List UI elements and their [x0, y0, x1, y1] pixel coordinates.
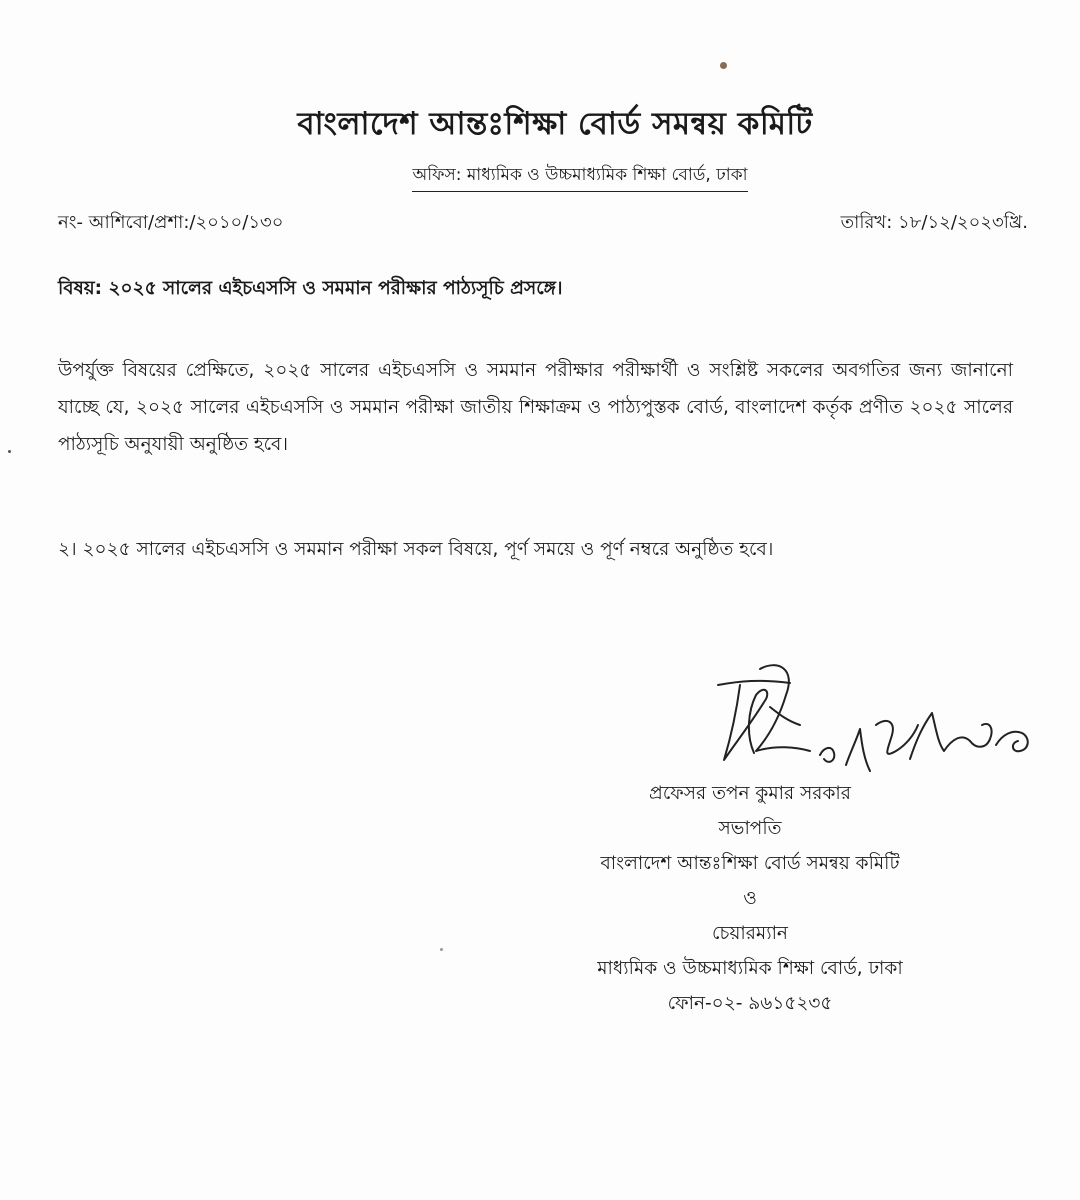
body-point-2: ২। ২০২৫ সালের এইচএসসি ও সমমান পরীক্ষা সকল বিষয়ে, পূর্ণ সময়ে ও পূর্ণ নম্বরে অনুষ্ঠিত হবে। — [58, 539, 774, 560]
memo-date: তারিখ: ১৮/১২/২০২৩খ্রি. — [840, 212, 1028, 233]
subject-line: বিষয়: ২০২৫ সালের এইচএসসি ও সমমান পরীক্ষার পাঠ্যসূচি প্রসঙ্গে। — [58, 278, 563, 299]
signatory-phone: ফোন-০২- ৯৬১৫২৩৫ — [667, 993, 833, 1014]
signatory-name: প্রফেসর তপন কুমার সরকার — [649, 783, 851, 804]
signatory-board: মাধ্যমিক ও উচ্চমাধ্যমিক শিক্ষা বোর্ড, ঢাকা — [597, 958, 903, 979]
office-address: অফিস: মাধ্যমিক ও উচ্চমাধ্যমিক শিক্ষা বোর্ড, ঢাকা — [412, 162, 747, 192]
signatory-conjunction: ও — [743, 888, 757, 909]
paper-speck — [440, 948, 443, 951]
organization-title: বাংলাদেশ আন্তঃশিক্ষা বোর্ড সমন্বয় কমিটি — [297, 106, 813, 142]
letterhead — [0, 100, 1080, 192]
signature-block — [520, 776, 980, 1021]
signatory-chairman: চেয়ারম্যান — [712, 923, 788, 944]
memo-number: নং- আশিবো/প্রশা:/২০১০/১৩০ — [58, 212, 284, 233]
signatory-designation: সভাপতি — [718, 818, 782, 839]
body-paragraph: উপর্যুক্ত বিষয়ের প্রেক্ষিতে, ২০২৫ সালের এইচএসসি ও সমমান পরীক্ষার পরীক্ষার্থী ও সংশ্লিষ্ট সকলের অবগতির জন্য জানানো যাচ্ছে যে, ২০২৫ সালের এইচএসসি ও সমমান পরীক্ষা জাতীয় শিক্ষাক্রম ও পাঠ্যপুস্তক বোর্ড, বাংলাদেশ কর্তৃক প্রণীত ২০২৫ সালের পাঠ্যসূচি অনুযায়ী অনুষ্ঠিত হবে। — [58, 360, 1013, 455]
signatory-committee: বাংলাদেশ আন্তঃশিক্ষা বোর্ড সমন্বয় কমিটি — [600, 853, 900, 874]
paper-speck — [8, 450, 11, 453]
paper-speck — [720, 62, 727, 69]
